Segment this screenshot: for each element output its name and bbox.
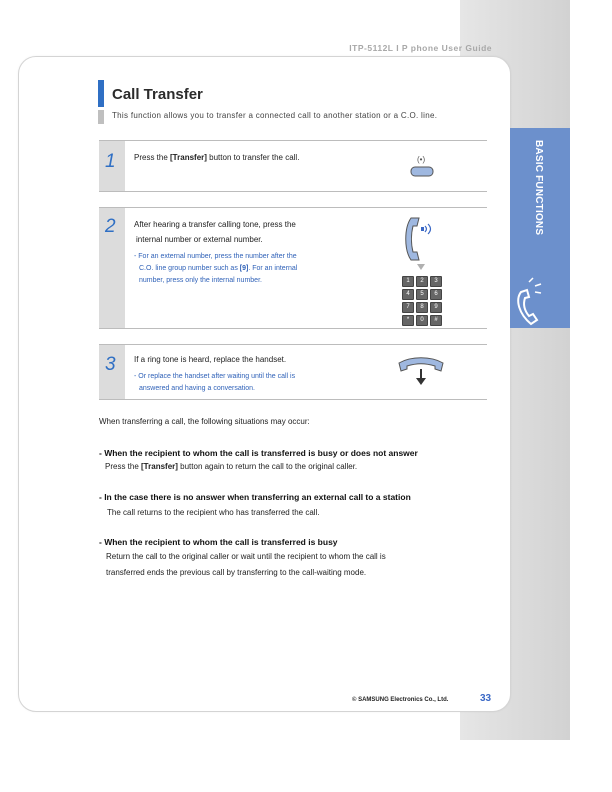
step-1-text-pre: Press the: [134, 153, 171, 162]
handset-tab-icon: [505, 272, 567, 334]
case-1-post: button again to return the call to the original caller.: [177, 462, 358, 471]
case-1-text: [105, 459, 357, 474]
step-1-text: [134, 150, 354, 165]
page-subtitle: This function allows you to transfer a connected call to another station or a C.O. line.: [112, 111, 438, 120]
step-number-box: [99, 141, 125, 191]
step-3-note: [134, 371, 354, 395]
intro-text: When transferring a call, the following situations may occur:: [99, 417, 310, 426]
step-2-text: [134, 217, 354, 247]
step-number: 1: [105, 151, 116, 172]
transfer-button-icon: [409, 153, 435, 179]
side-tab-label-wrap: [522, 140, 552, 245]
step-3-note-line-1: - Or replace the handset after waiting until the call is: [134, 373, 296, 380]
case-1-heading: - When the recipient to whom the call is transferred is busy or does not answer: [99, 448, 418, 458]
transfer-key-label: [Transfer]: [170, 153, 207, 162]
step-2-line-1: After hearing a transfer calling tone, press the: [134, 220, 296, 229]
case-3-heading: - When the recipient to whom the call is transferred is busy: [99, 537, 338, 547]
step-2-note-line-3: number, press only the internal number.: [139, 277, 262, 284]
subtitle-accent-bar: [98, 110, 104, 124]
keypad-key: 7: [402, 302, 414, 313]
guide-header: ITP-5112L I P phone User Guide: [349, 43, 492, 53]
svg-text:(•): (•): [417, 155, 426, 164]
case-1-pre: Press the: [105, 462, 142, 471]
step-2-line-2: internal number or external number.: [136, 235, 263, 244]
handset-replace-icon: [397, 357, 445, 387]
step-2-note: [134, 251, 354, 287]
keypad-key: 4: [402, 289, 414, 300]
keypad-key: 1: [402, 276, 414, 287]
step-1: [99, 140, 487, 192]
keypad-key: 3: [430, 276, 442, 287]
down-arrow-icon: [417, 264, 425, 270]
keypad-key: 6: [430, 289, 442, 300]
case-3-line-1: Return the call to the original caller or wait until the recipient to whom the call is: [106, 552, 386, 561]
step-2-note-line-1: - For an external number, press the number after the: [134, 253, 297, 260]
note-post: . For an internal: [248, 265, 298, 272]
title-accent-bar: [98, 80, 104, 107]
step-3-note-line-2: answered and having a conversation.: [139, 385, 255, 392]
step-number: 2: [105, 216, 116, 237]
page-title: Call Transfer: [112, 86, 203, 103]
keypad-key: 8: [416, 302, 428, 313]
step-number: 3: [105, 354, 116, 375]
handset-lifted-icon: [399, 214, 441, 264]
step-3-line-1: If a ring tone is heard, replace the handset.: [134, 355, 287, 364]
step-number-box: [99, 345, 125, 399]
step-number-box: [99, 208, 125, 328]
keypad-key: 2: [416, 276, 428, 287]
footer-copyright: © SAMSUNG Electronics Co., Ltd.: [352, 697, 449, 703]
case-3-line-2: transferred ends the previous call by transferring to the call-waiting mode.: [106, 568, 367, 577]
case-2-heading: - In the case there is no answer when transferring an external call to a station: [99, 492, 411, 502]
step-3: [99, 344, 487, 400]
keypad-key: 0: [416, 315, 428, 326]
step-2-note-line-2: [134, 263, 354, 275]
step-3-text: [134, 352, 354, 367]
page-number: 33: [480, 693, 492, 704]
keypad-key: *: [402, 315, 414, 326]
side-tab-label: BASIC FUNCTIONS: [533, 140, 544, 236]
keypad-key: #: [430, 315, 442, 326]
step-2: [99, 207, 487, 329]
step-1-text-post: button to transfer the call.: [206, 153, 300, 162]
case-2-text: The call returns to the recipient who has transferred the call.: [107, 508, 320, 517]
case-1-key: [Transfer]: [141, 462, 178, 471]
co-line-key: [9]: [239, 265, 249, 272]
keypad-key: 5: [416, 289, 428, 300]
note-pre: C.O. line group number such as: [139, 265, 240, 272]
keypad-key: 9: [430, 302, 442, 313]
keypad: [402, 276, 444, 326]
